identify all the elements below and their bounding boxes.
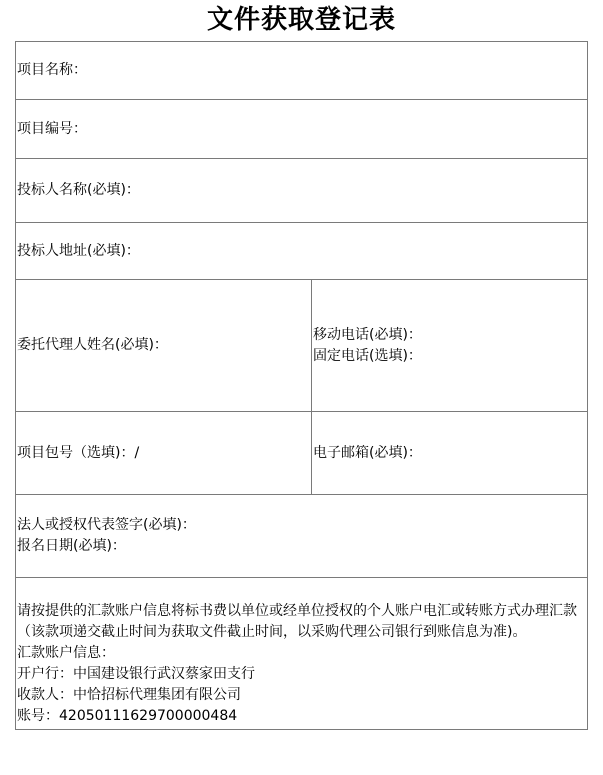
row-agent xyxy=(16,280,588,412)
bidder-name-field[interactable] xyxy=(16,159,588,223)
landline-label: 固定电话(选填)： xyxy=(313,347,422,364)
phone-field[interactable] xyxy=(312,280,588,412)
bank-name: 开户行：中国建设银行武汉蔡家田支行 xyxy=(17,666,255,682)
bidder-address-field[interactable] xyxy=(16,223,588,280)
project-name-label: 项目名称： xyxy=(17,62,87,78)
page-title: 文件获取登记表 xyxy=(206,5,396,35)
agent-name-field[interactable] xyxy=(16,280,312,412)
signature-field[interactable] xyxy=(16,495,588,578)
registration-form xyxy=(15,41,588,730)
row-bank-info xyxy=(16,578,588,730)
row-project-no xyxy=(16,100,588,159)
row-signature xyxy=(16,495,588,578)
row-package-email xyxy=(16,412,588,495)
mobile-label: 移动电话(必填)： xyxy=(313,326,422,343)
payee-name: 收款人：中恰招标代理集团有限公司 xyxy=(17,687,241,703)
bank-info-cell xyxy=(16,578,588,730)
bidder-address-label: 投标人地址(必填)： xyxy=(17,242,140,259)
remittance-note: 请按提供的汇款账户信息将标书费以单位或经单位授权的个人账户电汇或转账方式办理汇款（该款项递交截止时间为获取文件截止时间，以采购代理公司银行到账信息为准)。 xyxy=(17,603,577,640)
row-bidder-address xyxy=(16,223,588,280)
package-no-field[interactable] xyxy=(16,412,312,495)
email-field[interactable] xyxy=(312,412,588,495)
signature-label: 法人或授权代表签字(必填)： xyxy=(17,517,196,533)
agent-name-label: 委托代理人姓名(必填)： xyxy=(17,337,168,353)
account-info-heading: 汇款账户信息： xyxy=(17,645,115,661)
package-no-label: 项目包号（选填)：/ xyxy=(17,444,140,461)
project-no-label: 项目编号： xyxy=(17,120,87,137)
row-project-name xyxy=(16,42,588,100)
email-label: 电子邮箱(必填)： xyxy=(313,444,422,461)
account-number: 账号：42050111629700000484 xyxy=(17,708,238,724)
date-label: 报名日期(必填)： xyxy=(17,538,126,554)
row-bidder-name xyxy=(16,159,588,223)
bidder-name-label: 投标人名称(必填)： xyxy=(17,182,140,198)
project-name-field[interactable] xyxy=(16,42,588,100)
project-no-field[interactable] xyxy=(16,100,588,159)
